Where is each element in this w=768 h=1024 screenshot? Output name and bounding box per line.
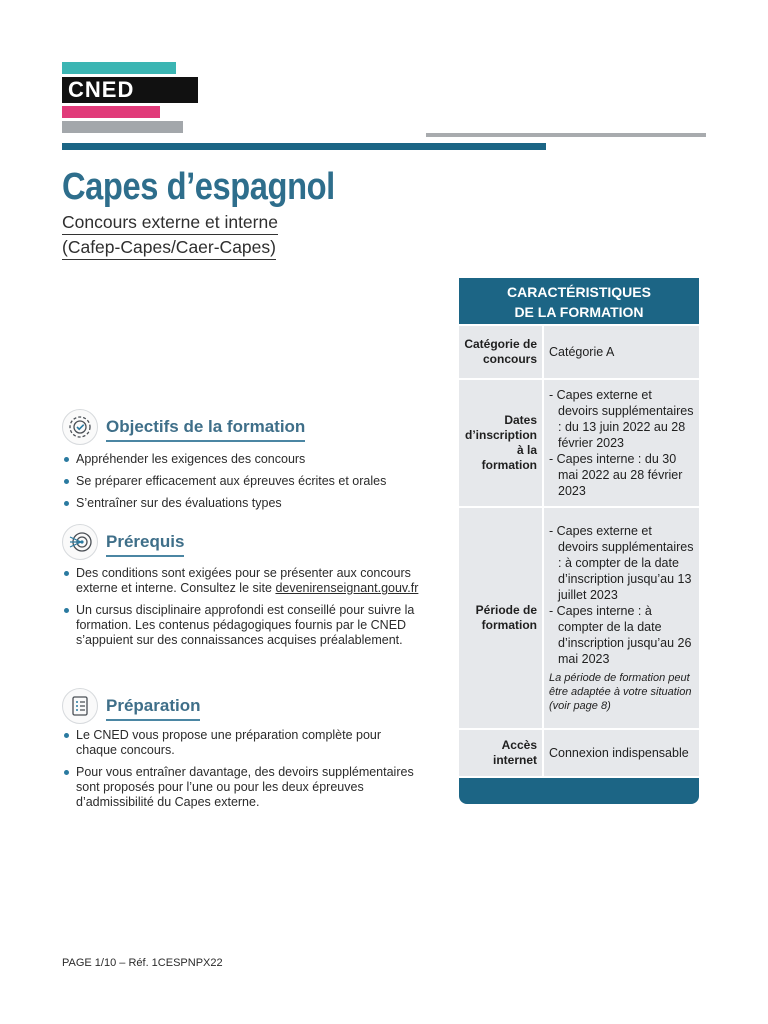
row-value: Catégorie A	[542, 326, 699, 378]
table-row-periode	[459, 506, 699, 728]
prerequis-list	[62, 566, 422, 655]
logo-text: CNED	[68, 77, 135, 102]
table-footer-bar	[459, 776, 699, 804]
checklist-icon	[62, 688, 98, 724]
list-item: S’entraîner sur des évaluations types	[62, 496, 422, 511]
subtitle-line-2: (Cafep-Capes/Caer-Capes)	[62, 236, 276, 260]
row-label: Période de formation	[475, 603, 537, 632]
periode-line: - Capes interne : à compter de la date d’inscription jusqu’au 26 mai 2023	[549, 604, 692, 666]
list-item	[62, 566, 422, 596]
dates-line: - Capes interne : du 30 mai 2022 au 28 février 2023	[549, 452, 683, 498]
section-title-objectifs: Objectifs de la formation	[106, 416, 305, 442]
periode-note: La période de formation peut être adaptée à votre situation (voir page 8)	[549, 672, 692, 712]
list-item: Appréhender les exigences des concours	[62, 452, 422, 467]
row-value	[542, 508, 699, 728]
row-value	[542, 380, 699, 506]
table-row-acces	[459, 728, 699, 776]
table-heading-line-1: CARACTÉRISTIQUES	[507, 284, 651, 300]
prerequis-text-1: Des conditions sont exigées pour se présenter aux concours externe et interne. Consultez le site	[76, 566, 411, 595]
target-check-icon	[62, 409, 98, 445]
table-heading-line-2: DE LA FORMATION	[514, 304, 644, 320]
preparation-list	[62, 728, 422, 817]
objectifs-list	[62, 452, 422, 518]
section-title-prerequis: Prérequis	[106, 531, 184, 557]
logo-bar-gray	[62, 121, 183, 133]
cned-logo	[62, 77, 198, 103]
subtitle-line-1: Concours externe et interne	[62, 211, 278, 235]
table-heading	[459, 278, 699, 324]
list-item: Un cursus disciplinaire approfondi est conseillé pour suivre la formation. Les contenus pédagogiques fournis par le CNED s’appuient sur des connaissances acquises préalablement.	[62, 603, 422, 648]
dates-line: - Capes externe et devoirs supplémentaires : du 13 juin 2022 au 28 février 2023	[549, 388, 694, 450]
header-rule-blue	[62, 143, 546, 150]
row-label: Accès internet	[492, 738, 537, 767]
target-arrows-icon	[62, 524, 98, 560]
logo-bar-teal	[62, 62, 176, 74]
page-footer: PAGE 1/10 – Réf. 1CESPNPX22	[62, 957, 223, 969]
caracteristiques-table	[459, 278, 699, 808]
table-row-categorie	[459, 324, 699, 378]
header-rule-gray	[426, 133, 706, 137]
row-value: Connexion indispensable	[542, 730, 699, 776]
list-item: Se préparer efficacement aux épreuves écrites et orales	[62, 474, 422, 489]
periode-line: - Capes externe et devoirs supplémentaires : à compter de la date d’inscription jusqu’au 13 juillet 2023	[549, 524, 694, 602]
table-row-dates	[459, 378, 699, 506]
devenirenseignant-link[interactable]: devenirenseignant.gouv.fr	[275, 581, 419, 595]
page-title: Capes d’espagnol	[62, 166, 335, 208]
row-label: Catégorie de concours	[464, 337, 537, 366]
row-label: Dates d’inscription à la formation	[465, 413, 537, 472]
list-item: Pour vous entraîner davantage, des devoirs supplémentaires sont proposés pour l’une ou pour les deux épreuves d’admissibilité du Capes externe.	[62, 765, 422, 810]
section-title-preparation: Préparation	[106, 695, 200, 721]
logo-bar-pink	[62, 106, 160, 118]
list-item: Le CNED vous propose une préparation complète pour chaque concours.	[62, 728, 422, 758]
